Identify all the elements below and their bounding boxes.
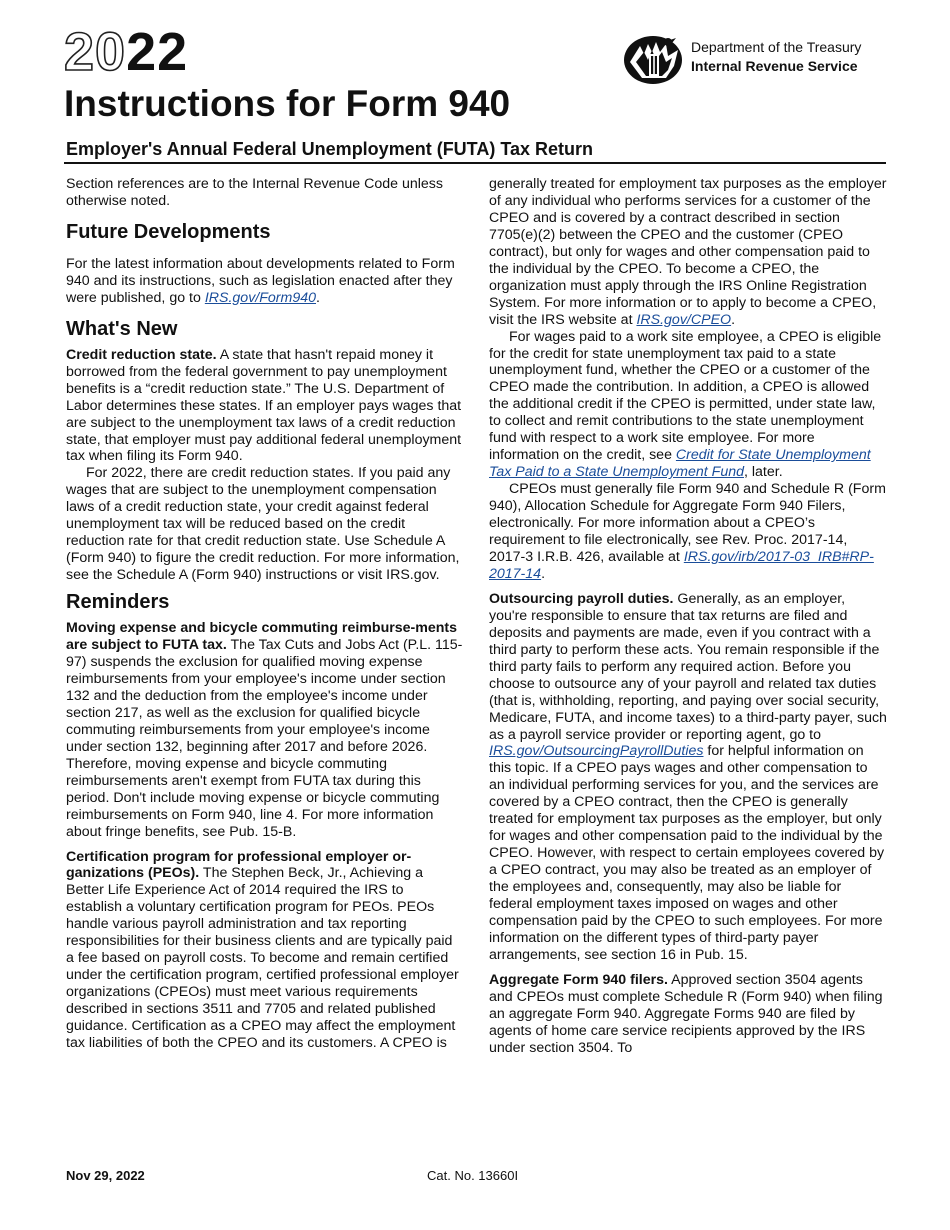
cpeo-paragraph [489, 176, 887, 329]
page-subtitle: Employer's Annual Federal Unemployment (FUTA) Tax Return [66, 139, 594, 159]
cpeo-text: generally treated for employment tax purposes as the employer of any individual who performs services for a customer of the CPEO and is covered by a contract described in section 7705(e)(2) between the CPEO and the customer (CPEO contract), but only for wages and other compensation paid to the individual by the CPEO. To become a CPEO, the organization must apply through the IRS Online Registration System. For more information or to apply to become a CPEO, visit the IRS website at [489, 176, 887, 328]
state-unemployment-credit-link[interactable]: Credit for State Unemployment Tax Paid to a State Unemployment Fund [489, 447, 871, 481]
irs-form940-link[interactable]: IRS.gov/Form940 [204, 289, 317, 306]
footer-cat-number: Cat. No. 13660I [427, 1168, 519, 1183]
page-title: Instructions for Form 940 [64, 83, 511, 124]
moving-expense-text: The Tax Cuts and Jobs Act (P.L. 115-97) suspends the exclusion for qualified moving expense reimbursements from your employee's income under section 132 and the deduction from the employee's income under section 217, as well as the exclusion for qualified bicycle commuting reimbursements from your employee's income under section 132, beginning after 2017 and before 2026. Therefore, moving expense and bicycle commuting reimbursements aren't exempt from FUTA tax during this period. Don't include moving expense or bicycle commuting reimbursements on Form 940, line 4. For more information about fringe benefits, see Pub. 15-B. [66, 637, 463, 840]
agency-block [691, 38, 861, 76]
future-text: For the latest information about developments related to Form 940 and its instructions, such as legislation enacted after they were published, go to [66, 255, 455, 306]
future-end: . [316, 289, 320, 306]
future-developments-heading: Future Developments [66, 220, 271, 243]
agency-department: Department of the Treasury [691, 39, 862, 55]
future-developments-text [66, 256, 463, 307]
form-year [64, 22, 189, 82]
peo-text: The Stephen Beck, Jr., Achieving a Better Life Experience Act of 2014 required the IRS to establish a voluntary certification program for PEOs. PEOs handle various payroll administration and tax reporting responsibilities for their business clients and are typically paid a fee based on payroll costs. To become and remain certified under the certification program, certified professional employer organizations (CPEOs) must meet various requirements described in sections 3511 and 7705 and related published guidance. Certification as a CPEO may affect the employment tax liabilities of both the CPEO and its customers. A CPEO is [66, 865, 459, 1051]
intro-text: Section references are to the Internal Revenue Code unless otherwise noted. [66, 176, 443, 209]
year-outline-digits: 20 [64, 22, 127, 82]
agency-irs: Internal Revenue Service [691, 58, 858, 74]
year-solid-digits: 22 [126, 22, 189, 82]
cpeo-filing-paragraph [489, 481, 887, 583]
credit-reduction-2022-paragraph: For 2022, there are credit reduction states. If you paid any wages that are subject to the unemployment compensation laws of a credit reduction state, your credit against federal unemployment tax will be reduced based on the credit reduction rate for that credit reduction state. Use Schedule A (Form 940) to figure the credit reduction. For more information, see the Schedule A (Form 940) instructions or visit IRS.gov. [66, 465, 460, 584]
aggregate-filers-paragraph [489, 972, 887, 1057]
peo-paragraph [66, 849, 463, 1052]
credit-reduction-paragraph [66, 347, 463, 466]
outsourcing-text: Generally, as an employer, you're responsible to ensure that tax returns are filed and deposits and payments are made, even if you contract with a third party to perform these acts. You remain responsible if the third party fails to perform any required action. Before you choose to outsource any of your payroll and related tax duties (that is, withholding, reporting, and paying over social security, Medicare, FUTA, and income taxes) to a third-party payer, such as a payroll service provider or reporting agent, go to [489, 590, 887, 743]
irs-cpeo-link[interactable]: IRS.gov/CPEO [636, 311, 732, 328]
irs-irb-link[interactable]: IRS.gov/irb/2017-03_IRB#RP-2017-14 [489, 548, 874, 582]
outsourcing-payroll-link[interactable]: IRS.gov/OutsourcingPayrollDuties [489, 743, 704, 760]
right-column [489, 176, 887, 1057]
outsourcing-paragraph [489, 591, 887, 964]
aggregate-text: Approved section 3504 agents and CPEOs must complete Schedule R (Form 940) when filing an aggregate Form 940. Aggregate Forms 940 are filed by agents of home care service recipients approved by the IRS under section 3504. To [489, 971, 883, 1056]
work-site-text: For wages paid to a work site employee, a CPEO is eligible for the credit for state unemployment tax paid to a state unemployment fund, whether the CPEO or a customer of the CPEO made the contribution. In addition, a CPEO is allowed the additional credit if the CPEO is permitted, under state law, to collect and remit contributions to the state unemployment fund with respect to a work site employee. For more information on the credit, see [489, 328, 882, 464]
cpeo-filing-text: CPEOs must generally file Form 940 and Schedule R (Form 940), Allocation Schedule for Aggregate Form 940 Filers, electronically. For more information about a CPEO’s requirement to file electronically, see Rev. Proc. 2017-14, 2017-3 I.R.B. 426, available at [489, 481, 886, 565]
footer-date: Nov 29, 2022 [66, 1168, 145, 1183]
cpeo-filing-end: . [541, 565, 546, 582]
moving-expense-paragraph [66, 620, 463, 840]
aggregate-lead: Aggregate Form 940 filers. [489, 971, 668, 988]
work-site-end: , later. [744, 464, 783, 481]
outsourcing-lead: Outsourcing payroll duties. [489, 590, 674, 607]
work-site-paragraph [489, 329, 887, 482]
credit-reduction-text: A state that hasn't repaid money it borrowed from the federal government to pay unemployment benefits is a “credit reduction state.” The U.S. Department of Labor determines these states. If an employer pays wages that are subject to the unemployment tax laws of a credit reduction state, that employer must pay additional federal unemployment tax when filing its Form 940. [66, 346, 462, 465]
header-rule [64, 162, 886, 164]
irs-eagle-logo [622, 32, 686, 86]
whats-new-heading: What's New [66, 317, 178, 340]
reminders-heading: Reminders [66, 591, 170, 614]
cpeo-end: . [731, 311, 736, 328]
moving-expense-lead: Moving expense and bicycle commuting reimburse-ments are subject to FUTA tax. [66, 620, 458, 654]
outsourcing-text-2: for helpful information on this topic. If a CPEO pays wages and other compensation to an individual performing services for you, and the services are covered by a CPEO contract, then the CPEO is generally treated for employment tax purposes as the employer, but only for wages and other compensation paid to the individual by the CPEO. However, with respect to certain employees covered by a CPEO contract, you may also be treated as an employer of the employees and, consequently, may also be liable for federal employment taxes imposed on wages and other compensation paid by the CPEO to such employees. For more information on the different types of third-party payer arrangements, see section 16 in Pub. 15. [489, 743, 885, 963]
credit-reduction-lead: Credit reduction state. [66, 346, 217, 363]
peo-lead: Certification program for professional employer or-ganizations (PEOs). [66, 848, 412, 882]
left-column [66, 176, 463, 1052]
